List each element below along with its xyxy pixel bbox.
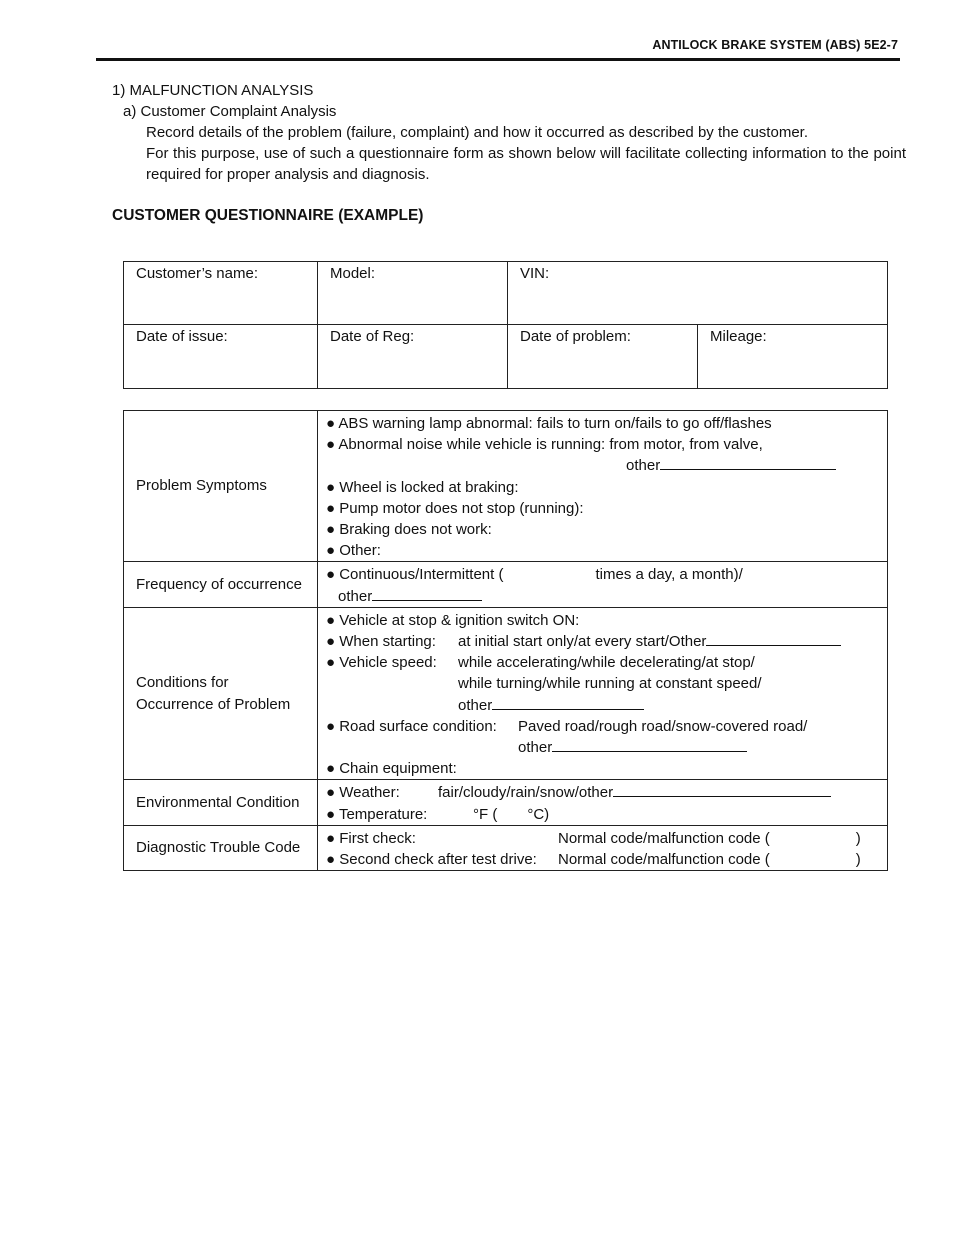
date-of-reg-label: Date of Reg: (330, 328, 415, 345)
dtc-first-check: ● First check: (326, 829, 416, 847)
customers-name-cell[interactable] (124, 262, 318, 325)
frequency-continuous: ● Continuous/Intermittent ( (326, 566, 504, 584)
date-of-issue-label: Date of issue: (136, 328, 228, 345)
problem-symptoms-content[interactable] (318, 411, 888, 562)
symptom-abnormal-noise: ● Abnormal noise while vehicle is running: from motor, from valve, (326, 436, 763, 454)
frequency-row (124, 562, 888, 607)
conditions-content[interactable] (318, 607, 888, 780)
environment-content[interactable] (318, 780, 888, 825)
substep-heading: a) Customer Complaint Analysis (123, 103, 337, 120)
blank-line[interactable] (372, 588, 482, 601)
symptom-braking: ● Braking does not work: (326, 521, 492, 539)
date-of-issue-cell[interactable] (124, 325, 318, 389)
symptom-noise-other: other (626, 457, 661, 475)
frequency-label: Frequency of occurrence (124, 562, 318, 607)
date-of-problem-cell[interactable] (508, 325, 698, 389)
dtc-first-codes: Normal code/malfunction code ( (558, 829, 770, 847)
symptom-other: ● Other: (326, 542, 381, 560)
model-cell[interactable] (318, 262, 508, 325)
date-of-reg-cell[interactable] (318, 325, 508, 389)
vin-label: VIN: (520, 265, 550, 282)
dtc-first-close: ) (855, 829, 861, 847)
environment-weather: ● Weather: (326, 784, 400, 802)
dtc-second-close: ) (855, 851, 861, 869)
header-rule (96, 58, 900, 61)
blank-line[interactable] (613, 784, 831, 797)
condition-speed-other: other (458, 696, 493, 714)
dtc-second-check: ● Second check after test drive: (326, 851, 537, 869)
vin-cell[interactable] (508, 262, 888, 325)
conditions-label (124, 607, 318, 780)
problem-symptoms-label: Problem Symptoms (124, 411, 318, 562)
problem-symptoms-row (124, 411, 888, 562)
condition-when-starting: ● When starting: (326, 633, 436, 651)
environment-temp-c: °C) (527, 805, 550, 823)
frequency-content[interactable] (318, 562, 888, 607)
questionnaire-table (123, 410, 888, 871)
frequency-times: times a day, a month)/ (595, 566, 743, 584)
symptom-wheel-locked: ● Wheel is locked at braking: (326, 478, 519, 496)
mileage-cell[interactable] (698, 325, 888, 389)
condition-vehicle-stop: ● Vehicle at stop & ignition switch ON: (326, 611, 580, 629)
dtc-row (124, 825, 888, 870)
step-heading: 1) MALFUNCTION ANALYSIS (112, 82, 314, 99)
mileage-label: Mileage: (710, 328, 767, 345)
condition-speed-options-2: while turning/while running at constant speed/ (458, 675, 762, 693)
date-of-problem-label: Date of problem: (520, 328, 631, 345)
environment-row (124, 780, 888, 825)
intro-paragraph-1: Record details of the problem (failure, complaint) and how it occurred as described by the customer. (146, 124, 808, 141)
condition-start-options: at initial start only/at every start/Other (458, 633, 707, 651)
environment-weather-options: fair/cloudy/rain/snow/other (438, 784, 614, 802)
blank-line[interactable] (552, 739, 747, 752)
conditions-label-line2: Occurrence of Problem (136, 695, 291, 713)
symptom-abs-lamp: ● ABS warning lamp abnormal: fails to turn on/fails to go off/flashes (326, 415, 772, 432)
condition-road-other: other (518, 739, 553, 757)
environment-temperature: ● Temperature: (326, 805, 428, 823)
dtc-label: Diagnostic Trouble Code (124, 825, 318, 870)
page-header-title: ANTILOCK BRAKE SYSTEM (ABS) 5E2-7 (652, 38, 898, 52)
section-title: CUSTOMER QUESTIONNAIRE (EXAMPLE) (112, 207, 424, 224)
conditions-label-line1: Conditions for (136, 673, 229, 691)
condition-chain-equipment: ● Chain equipment: (326, 760, 457, 778)
customer-info-table (123, 261, 888, 389)
customers-name-label: Customer’s name: (136, 265, 258, 282)
condition-speed-options: while accelerating/while decelerating/at stop/ (458, 654, 755, 672)
intro-paragraph-2: For this purpose, use of such a questionnaire form as shown below will facilitate collecting information to the point required for proper analysis and diagnosis. (146, 145, 906, 183)
symptom-pump-motor: ● Pump motor does not stop (running): (326, 499, 584, 517)
condition-vehicle-speed: ● Vehicle speed: (326, 654, 437, 672)
conditions-row (124, 607, 888, 780)
blank-line[interactable] (660, 457, 836, 470)
dtc-second-codes: Normal code/malfunction code ( (558, 851, 770, 869)
environment-temp-f: °F ( (473, 805, 498, 823)
blank-line[interactable] (492, 697, 644, 710)
frequency-other: other (338, 587, 373, 605)
blank-line[interactable] (706, 633, 841, 646)
intro-block (112, 80, 906, 185)
condition-road-surface: ● Road surface condition: (326, 717, 497, 735)
condition-road-options: Paved road/rough road/snow-covered road/ (518, 717, 808, 735)
dtc-content[interactable] (318, 825, 888, 870)
model-label: Model: (330, 265, 376, 282)
environment-label: Environmental Condition (124, 780, 318, 825)
